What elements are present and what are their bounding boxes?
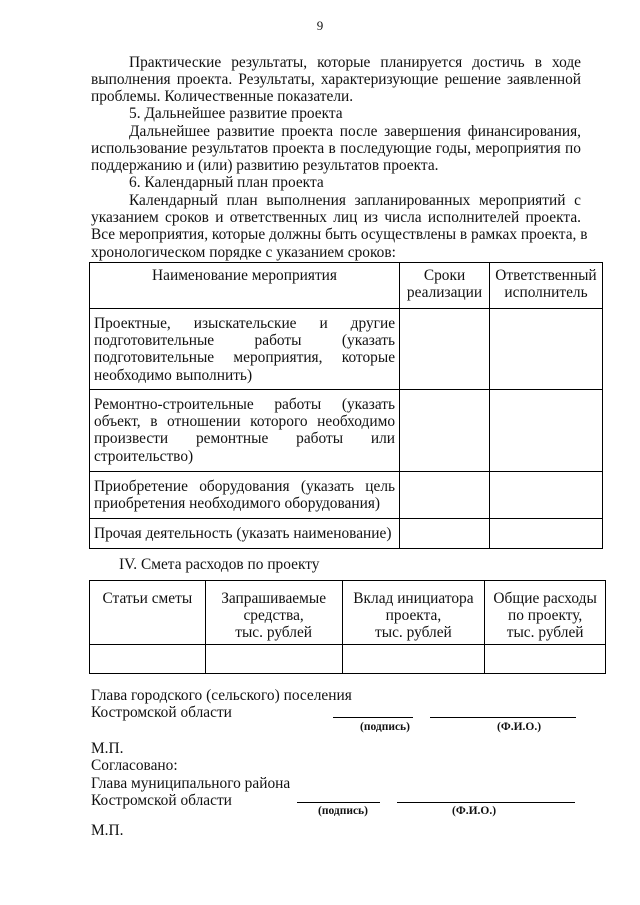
- section6-heading: 6. Календарный план проекта: [129, 174, 324, 191]
- fio-line-2: [397, 802, 575, 803]
- section5-heading: 5. Дальнейшее развитие проекта: [129, 105, 343, 122]
- plan-row-2-l3: произвести ремонтные работы или: [94, 430, 396, 448]
- plan-row-3-responsible: [490, 472, 603, 519]
- plan-row-1-l4: необходимо выполнить): [94, 366, 253, 384]
- budget-header-contribution: [342, 581, 485, 645]
- fio-line-1: [430, 717, 576, 718]
- budget-header-items: [90, 581, 206, 645]
- page-number: 9: [316, 18, 324, 33]
- plan-row-3-dates: [400, 472, 490, 519]
- plan-row-3-l1: Приобретение оборудования (указать цель: [94, 478, 396, 495]
- plan-row-1-dates: [400, 309, 490, 390]
- signature-label-2: (подпись): [318, 805, 368, 817]
- plan-row-2-dates: [400, 390, 490, 472]
- signature-label-1: (подпись): [360, 721, 410, 733]
- plan-header-dates-l2: реализации: [406, 284, 483, 302]
- budget-cell-requested: [205, 645, 342, 674]
- plan-row-3-name: [90, 472, 400, 519]
- plan-row-4-responsible: [490, 519, 603, 549]
- plan-row-2-responsible: [490, 390, 603, 472]
- signature-line-2: [297, 802, 380, 803]
- budget-header-contribution-l1: Вклад инициатора: [353, 590, 474, 607]
- calendar-plan-table: [89, 262, 603, 549]
- plan-row-4: [90, 519, 603, 549]
- budget-header-requested-l1: Запрашиваемые: [221, 590, 327, 607]
- plan-row-1-responsible: [490, 309, 603, 390]
- head-district-line2: Костромской области: [91, 792, 232, 809]
- plan-row-2-l1: Ремонтно-строительные работы (указать: [94, 396, 396, 413]
- section6-line-3: Все мероприятия, которые должны быть осуществлены в рамках проекта, в: [91, 226, 588, 243]
- plan-row-2-l4: строительство): [94, 447, 194, 465]
- section5-line-1: Дальнейшее развитие проекта после завершения финансирования,: [129, 123, 581, 140]
- intro-line-1: Практические результаты, которые планируется достичь в ходе: [129, 54, 581, 71]
- head-district-line1: Глава муниципального района: [91, 775, 291, 792]
- plan-row-4-dates: [400, 519, 490, 549]
- stamp-mark-1: М.П.: [91, 740, 124, 757]
- budget-header-total-l2: по проекту,: [508, 607, 583, 625]
- stamp-mark-2: М.П.: [91, 822, 124, 839]
- plan-row-4-name: [90, 519, 400, 549]
- agreed-label: Согласовано:: [91, 757, 178, 774]
- plan-header-responsible-l1: Ответственный: [495, 267, 597, 284]
- signature-line-1: [333, 717, 413, 718]
- budget-header-contribution-l2: проекта,: [385, 607, 442, 625]
- plan-table-header-row: [90, 263, 603, 309]
- section5-line-2: использование результатов проекта в последующие годы, мероприятия по: [91, 140, 581, 157]
- section6-line-4: хронологическом порядке с указанием сроков:: [91, 244, 396, 261]
- plan-header-dates: [400, 263, 490, 309]
- intro-line-2: выполнения проекта. Результаты, характеризующие решение заявленной: [91, 71, 581, 88]
- budget-header-contribution-l3: тыс. рублей: [375, 624, 452, 642]
- budget-header-requested-l2: средства,: [243, 607, 304, 625]
- plan-row-1-l3: подготовительные мероприятия, которые: [94, 349, 396, 367]
- section5-line-3: поддержанию и (или) развитию результатов проекта.: [91, 157, 439, 174]
- budget-table: [89, 580, 606, 674]
- budget-header-total-l1: Общие расходы: [493, 590, 597, 607]
- plan-row-4-l1: Прочая деятельность (указать наименование): [94, 525, 392, 542]
- plan-header-name-text: Наименование мероприятия: [152, 267, 337, 284]
- head-settlement-line1: Глава городского (сельского) поселения: [91, 687, 352, 704]
- budget-header-total-l3: тыс. рублей: [506, 624, 584, 642]
- section-iv-heading: IV. Смета расходов по проекту: [119, 556, 320, 573]
- budget-cell-items: [90, 645, 206, 674]
- fio-label-1: (Ф.И.О.): [497, 721, 542, 733]
- plan-row-2: [90, 390, 603, 472]
- plan-row-2-l2: объект, в отношении которого необходимо: [94, 413, 396, 431]
- fio-label-2: (Ф.И.О.): [452, 805, 497, 817]
- budget-header-row: [90, 581, 606, 645]
- plan-row-1-l2: подготовительные работы (указать: [94, 332, 396, 350]
- budget-empty-row: [90, 645, 606, 674]
- plan-row-2-name: [90, 390, 400, 472]
- budget-header-requested: [205, 581, 342, 645]
- budget-header-total: [485, 581, 606, 645]
- section6-line-2: указанием сроков и ответственных лиц из числа исполнителей проекта.: [91, 209, 581, 226]
- plan-row-1: [90, 309, 603, 390]
- plan-header-name: [90, 263, 400, 309]
- plan-header-responsible-l2: исполнитель: [504, 284, 588, 302]
- plan-row-3-l2: приобретения необходимого оборудования): [94, 495, 381, 513]
- plan-header-responsible: [490, 263, 603, 309]
- plan-row-3: [90, 472, 603, 519]
- head-settlement-line2: Костромской области: [91, 704, 232, 721]
- budget-header-items-l1: Статьи сметы: [102, 590, 193, 607]
- section6-line-1: Календарный план выполнения запланированных мероприятий с: [129, 192, 581, 209]
- budget-header-requested-l3: тыс. рублей: [235, 624, 313, 642]
- plan-row-1-l1: Проектные, изыскательские и другие: [94, 315, 396, 332]
- budget-cell-contribution: [342, 645, 485, 674]
- plan-row-1-name: [90, 309, 400, 390]
- plan-header-dates-l1: Сроки: [423, 267, 466, 284]
- budget-cell-total: [485, 645, 606, 674]
- intro-line-3: проблемы. Количественные показатели.: [91, 88, 354, 105]
